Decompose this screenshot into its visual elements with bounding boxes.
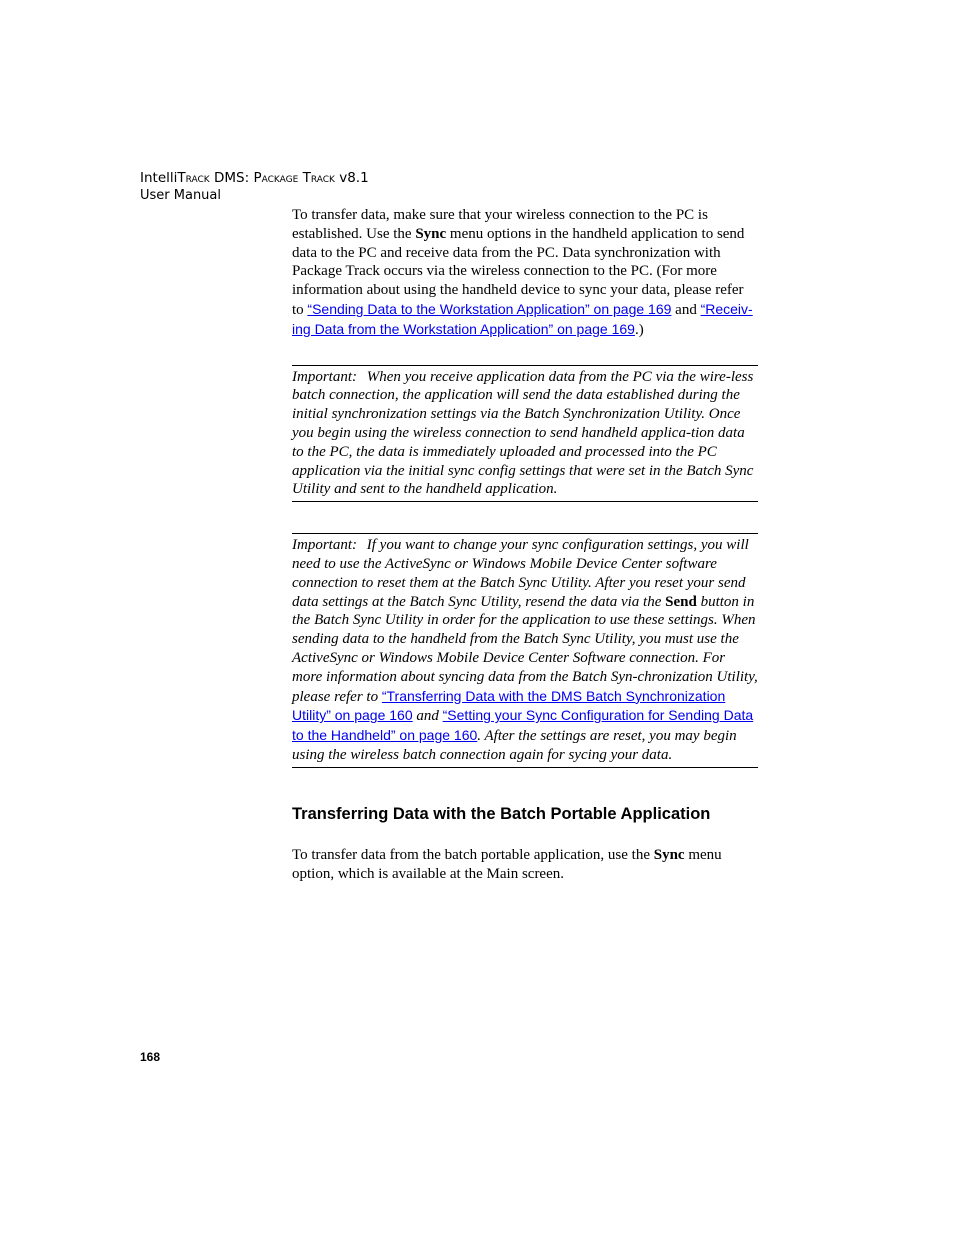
main-content bbox=[292, 206, 758, 883]
running-header bbox=[140, 170, 369, 204]
manual-subtitle: User Manual bbox=[140, 188, 222, 203]
note-label: Important: bbox=[292, 537, 357, 554]
important-note-2: Important: If you want to change your sync configuration settings, you will need to use the ActiveSync or Windows Mobile Device Center software connection to reset them at the Batch Sync Utility. After you reset your send data settings at the Batch Sync Utility, resend the data via the Send button in the Batch Sync Utility in order for the application to use these settings. When sending data to the handheld from the Batch Sync Utility, you must use the ActiveSync or Windows Mobile Device Center Software connection. For more information about syncing data from the Batch Syn-chronization Utility, please refer to “Transferring Data with the DMS Batch Synchronization Utility” on page 160 and “Setting your Sync Configuration for Sending Data to the Handheld” on page 160. After the settings are reset, you may begin using the wireless batch connection again for sycing your data. bbox=[292, 533, 758, 768]
note-label: Important: bbox=[292, 368, 357, 385]
section-heading: Transferring Data with the Batch Portable Application bbox=[292, 804, 711, 823]
manual-title: IntelliTrack DMS: Package Track v8.1 bbox=[140, 170, 369, 186]
link-sending-data[interactable]: “Sending Data to the Workstation Application” on page 169 bbox=[307, 300, 672, 317]
page-number: 168 bbox=[140, 1050, 161, 1064]
link-setting-sync-config[interactable]: “Setting your Sync Configuration for Sending Data to the Handheld” on page 160 bbox=[292, 707, 754, 744]
section-paragraph: To transfer data from the batch portable application, use the Sync menu option, which is available at the Main screen. bbox=[292, 846, 722, 882]
link-receiving-data[interactable]: “Receiv-ing Data from the Workstation Application” on page 169 bbox=[292, 300, 753, 337]
link-transferring-dms-batch[interactable]: “Transferring Data with the DMS Batch Synchronization Utility” on page 160 bbox=[292, 687, 726, 724]
important-note-1: Important: When you receive application data from the PC via the wire-less batch connection, the application will send the data established during the initial synchronization settings via the Batch Synchronization Utility. Once you begin using the wireless connection to send handheld applica-tion data to the PC, the data is immediately uploaded and processed into the PC application via the initial sync config settings that were set in the Batch Sync Utility and sent to the handheld application. bbox=[292, 365, 758, 503]
intro-paragraph: To transfer data, make sure that your wireless connection to the PC is established. Use the Sync menu options in the handheld application to send data to the PC and receive data from the PC. Data synchronization with Package Track occurs via the wireless connection to the PC. (For more information about using the handheld device to sync your data, please refer to “Sending Data to the Workstation Application” on page 169 and “Receiv-ing Data from the Workstation Application” on page 169.) bbox=[292, 207, 753, 338]
